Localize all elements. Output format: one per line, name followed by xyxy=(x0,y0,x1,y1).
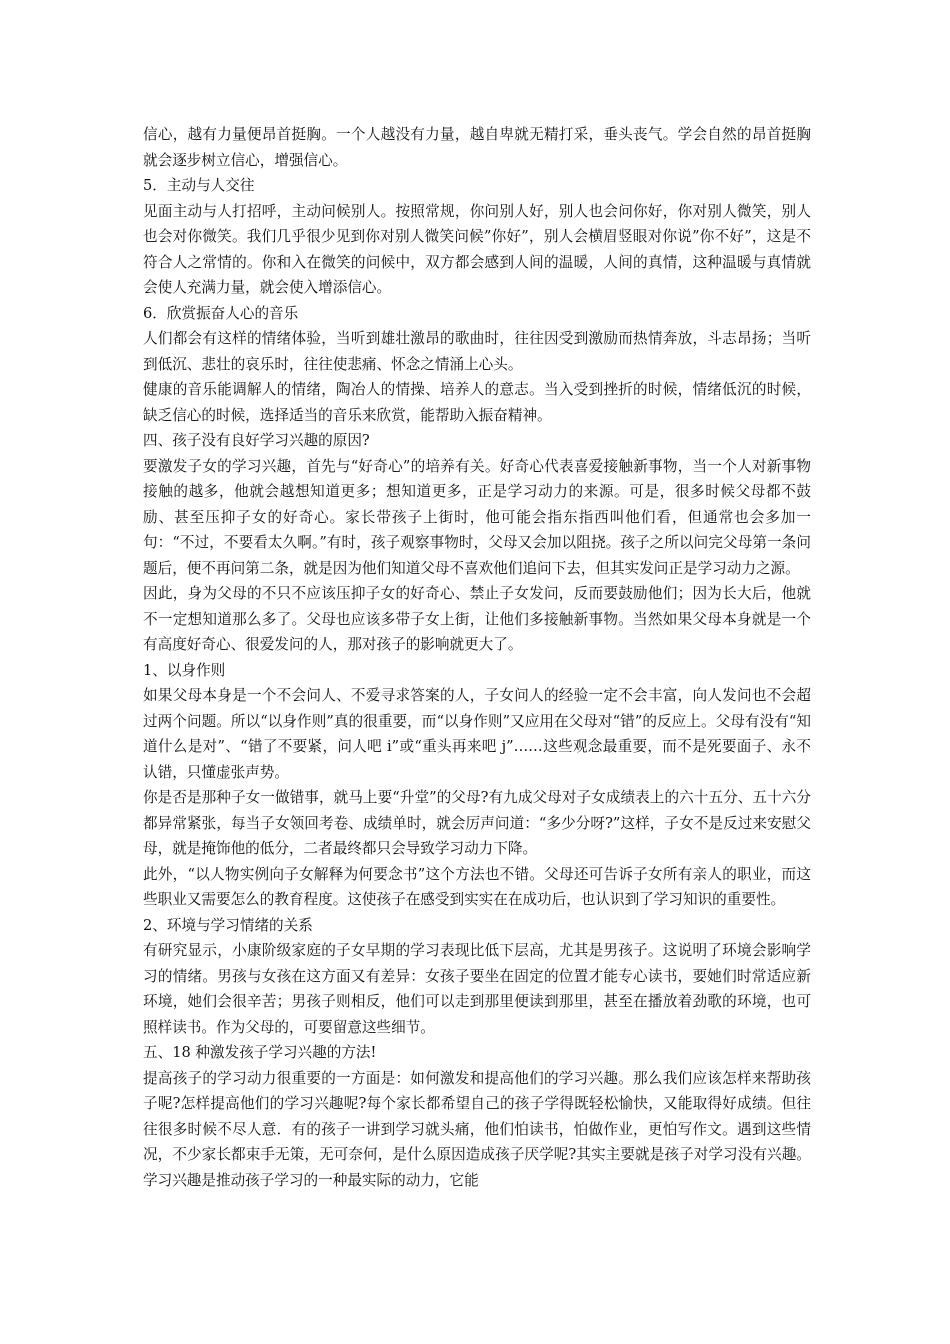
section-heading: 5．主动与人交往 xyxy=(143,177,255,194)
section-heading: 四、孩子没有良好学习兴趣的原因? xyxy=(143,432,370,449)
section-heading: 2、环境与学习情绪的关系 xyxy=(143,916,313,934)
paragraph: 要激发子女的学习兴趣，首先与“好奇心”的培养有关。好奇心代表喜爱接触新事物，当一个人对新事物接触的越多，他就会越想知道更多；想知道更多，正是学习动力的来源。可是，很多时候父母都不鼓励、甚至压抑子女的好奇心。家长带孩子上街时，他可能会指东指西叫他们看，但通常也会多加一句：“不过，不要看太久啊。”有时，孩子观察事物时，父母又会加以阻挠。孩子之所以问完父母第一条问题后，便不再问第二条，就是因为他们知道父母不喜欢他们追问下去，但其实发问正是学习动力之源。 xyxy=(143,457,811,577)
section-heading: 1、以身作则 xyxy=(143,661,226,679)
paragraph: 此外，“以人物实例向子女解释为何要念书”这个方法也不错。父母还可告诉子女所有亲人的职业，而这些职业又需要怎么的教育程度。这使孩子在感受到实实在在成功后，也认识到了学习知识的重要性。 xyxy=(143,865,811,908)
paragraph: 信心，越有力量便昂首挺胸。一个人越没有力量，越自卑就无精打采，垂头丧气。学会自然的昂首挺胸就会逐步树立信心，增强信心。 xyxy=(143,126,811,169)
paragraph: 如果父母本身是一个不会问人、不爱寻求答案的人，子女问人的经验一定不会丰富，向人发问也不会超过两个问题。所以“以身作则”真的很重要，而“以身作则”又应用在父母对“错”的反应上。父母有没有“知道什么是对”、“错了不要紧，问人吧 i”或“重头再来吧 j”……这些观念最重要，而不是死要面子、永不认错，只懂虚张声势。 xyxy=(143,687,811,781)
paragraph: 人们都会有这样的情绪体验，当听到雄壮激昂的歌曲时，往往因受到激励而热情奔放，斗志昂扬；当听到低沉、悲壮的哀乐时，往往使悲痛、怀念之情涌上心头。 xyxy=(143,330,811,373)
section-heading: 6．欣赏振奋人心的音乐 xyxy=(143,304,299,322)
section-heading: 五、18 种激发孩子学习兴趣的方法! xyxy=(143,1044,377,1061)
paragraph: 提高孩子的学习动力很重要的一方面是：如何激发和提高他们的学习兴趣。那么我们应该怎样来帮助孩子呢?怎样提高他们的学习兴趣呢?每个家长都希望自己的孩子学得既轻松愉快，又能取得好成绩。但往往很多时候不尽人意．有的孩子一讲到学习就头痛，他们怕读书，怕做作业，更怕写作文。遇到这些情况，不少家长都束手无策，无可奈何，是什么原因造成孩子厌学呢?其实主要就是孩子对学习没有兴趣。学习兴趣是推动孩子学习的一种最实际的动力，它能 xyxy=(143,1069,811,1189)
paragraph: 健康的音乐能调解人的情绪，陶冶人的情操、培养人的意志。当入受到挫折的时候，情绪低沉的时候，缺乏信心的时候，选择适当的音乐来欣赏，能帮助入振奋精神。 xyxy=(143,381,811,424)
document-body xyxy=(143,122,811,1193)
paragraph: 因此，身为父母的不只不应该压抑子女的好奇心、禁止子女发问，反而要鼓励他们；因为长大后，他就不一定想知道那么多了。父母也应该多带子女上街，让他们多接触新事物。当然如果父母本身就是一个有高度好奇心、很爱发问的人，那对孩子的影响就更大了。 xyxy=(143,585,811,653)
paragraph: 你是否是那种子女一做错事，就马上要“升堂”的父母?有九成父母对子女成绩表上的六十五分、五十六分都异常紧张，每当子女领回考卷、成绩单时，就会厉声问道：“多少分呀?”这样，子女不是反过来安慰父母，就是掩饰他的低分，二者最终都只会导致学习动力下降。 xyxy=(143,789,811,857)
paragraph: 见面主动与人打招呼，主动问候别人。按照常规，你问别人好，别人也会问你好，你对别人微笑，别人也会对你微笑。我们几乎很少见到你对别人微笑问候”你好”，别人会横眉竖眼对你说”你不好”，这是不符合人之常情的。你和入在微笑的问候中，双方都会感到人间的温暖，人间的真情，这种温暖与真情就会使人充满力量，就会使入增添信心。 xyxy=(143,202,811,296)
paragraph: 有研究显示，小康阶级家庭的子女早期的学习表现比低下层高，尤其是男孩子。这说明了环境会影响学习的情绪。男孩与女孩在这方面又有差异：女孩子要坐在固定的位置才能专心读书，要她们时常适应新环境，她们会很辛苦；男孩子则相反，他们可以走到那里便读到那里，甚至在播放着劲歌的环境，也可照样读书。作为父母的，可要留意这些细节。 xyxy=(143,942,811,1036)
